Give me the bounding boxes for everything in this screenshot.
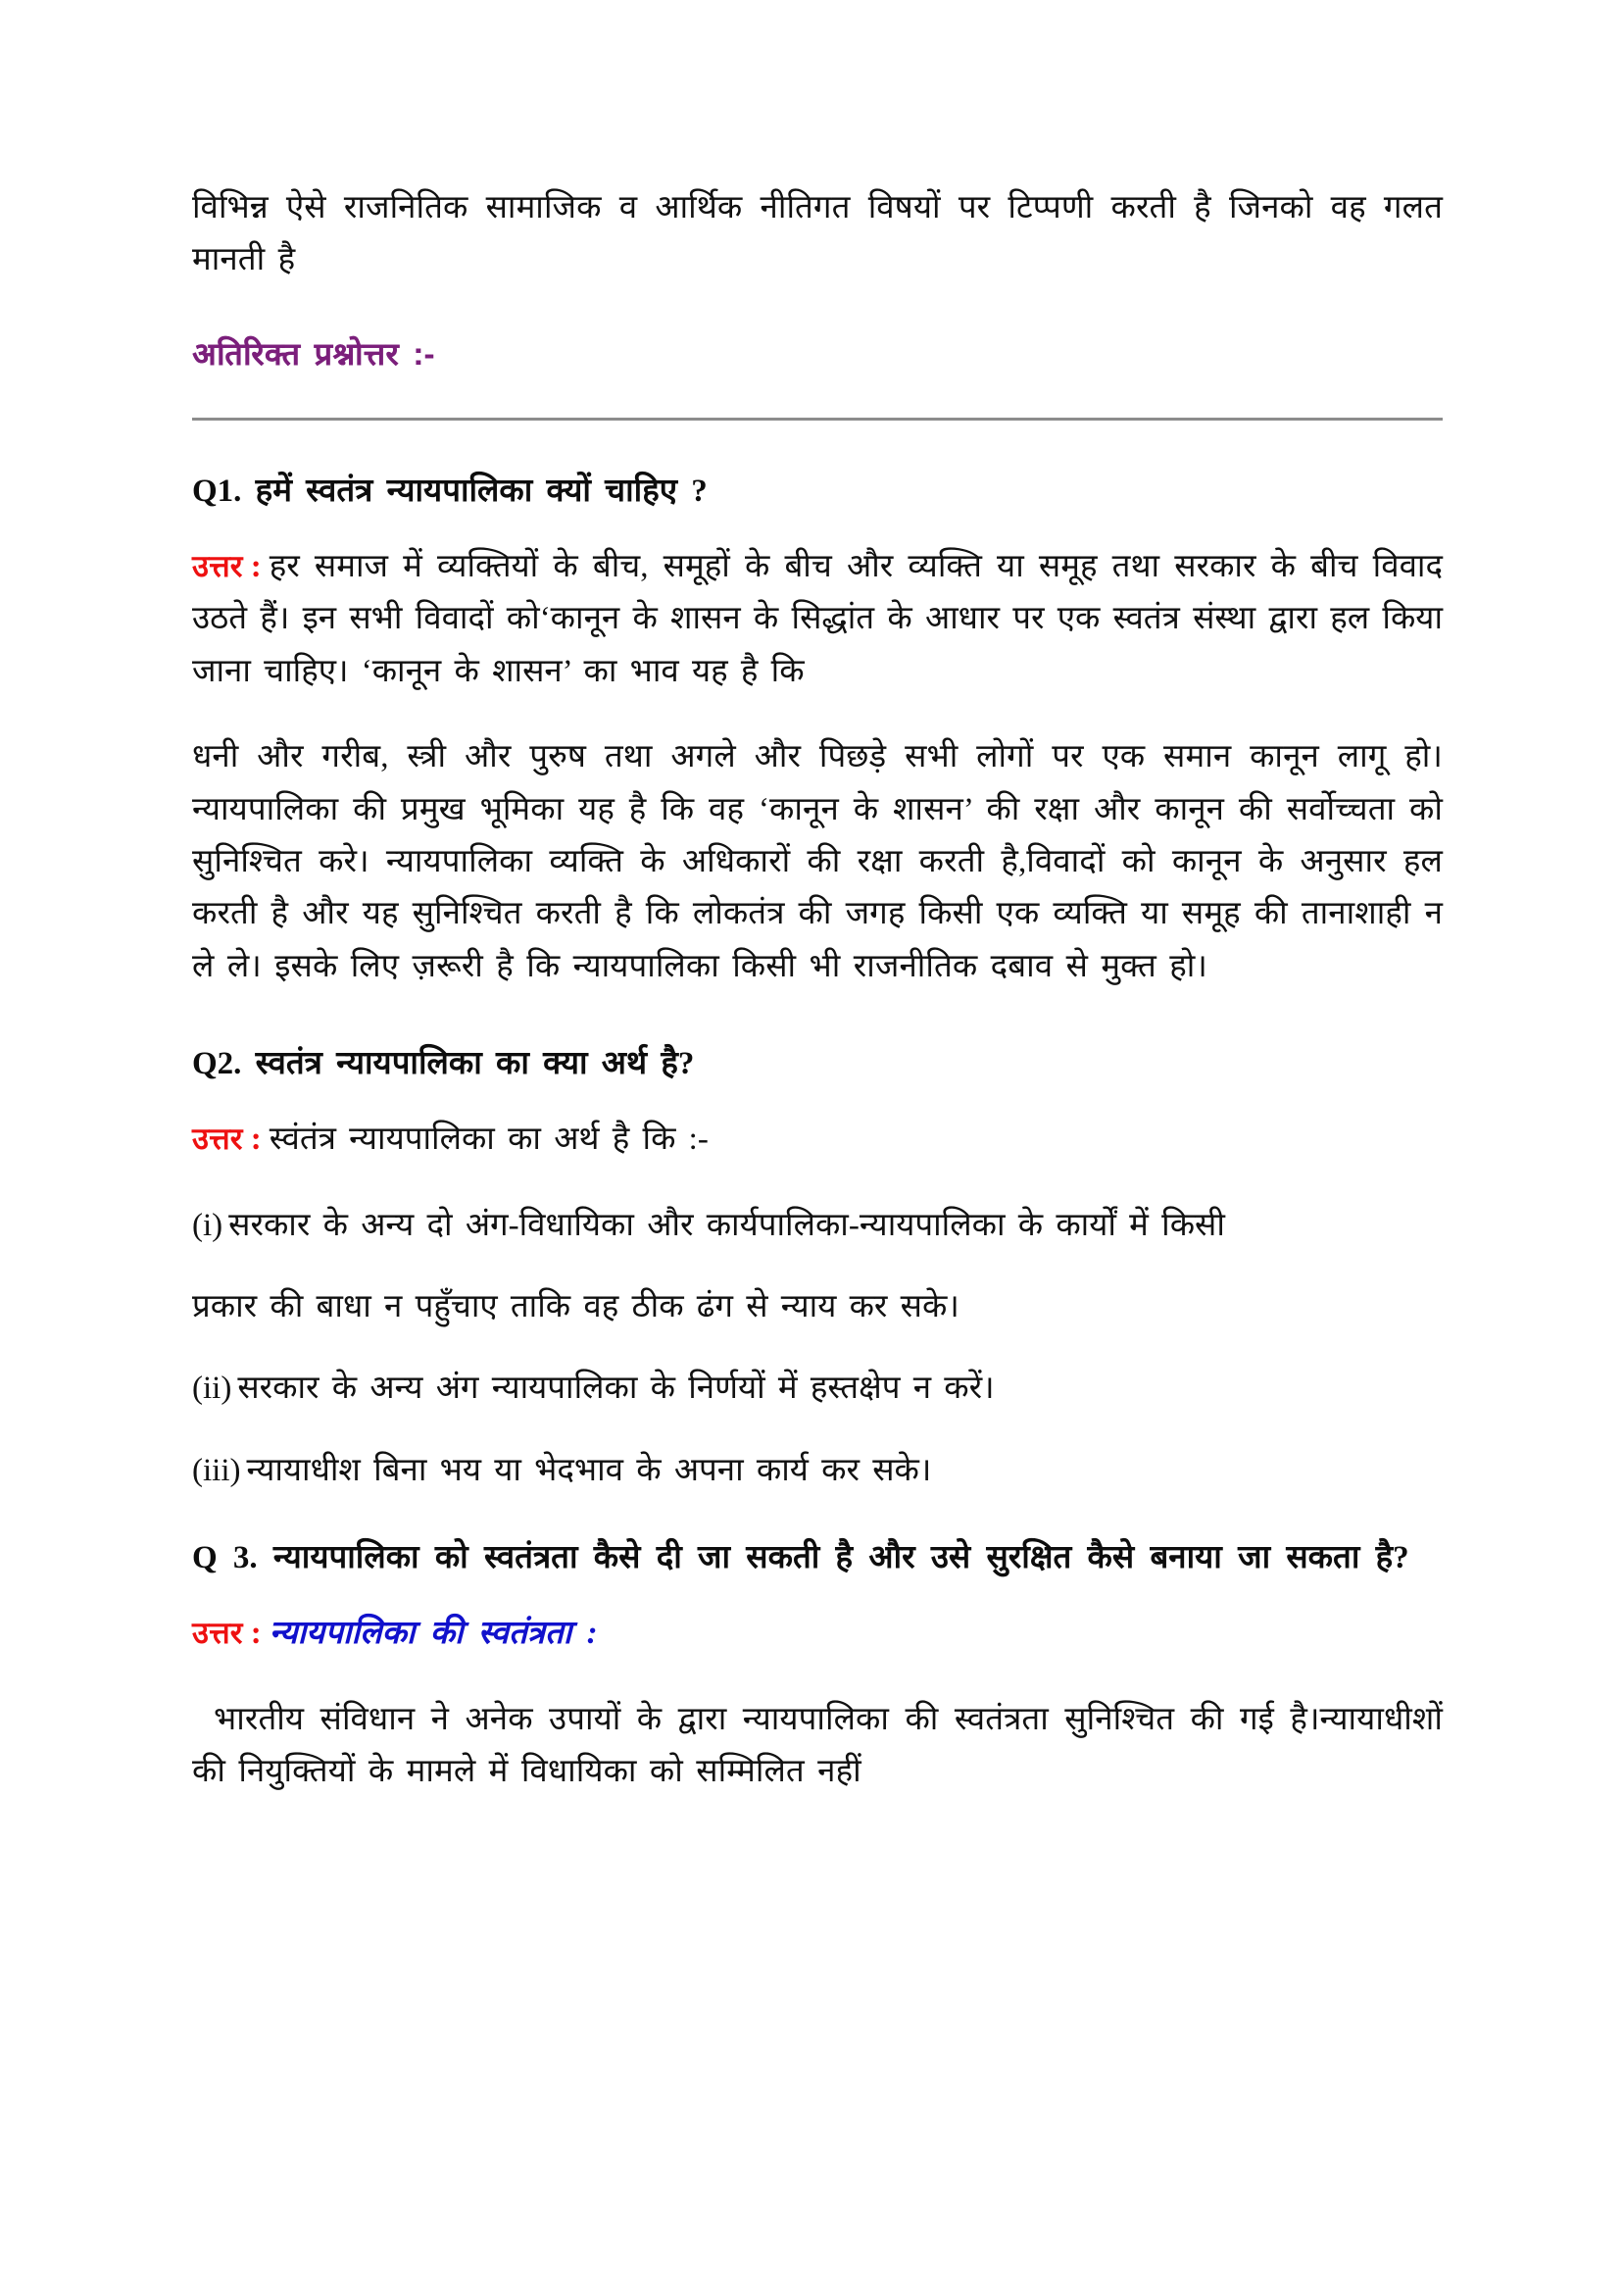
list-text: न्यायाधीश बिना भय या भेदभाव के अपना कार्य कर सके। — [246, 1452, 932, 1488]
question-heading-1: Q1. हमें स्वतंत्र न्यायपालिका क्यों चाहिए ? — [192, 473, 708, 509]
section-heading-additional-qa: अतिरिक्त प्रश्नोत्तर :- — [192, 335, 435, 372]
page-content — [192, 182, 1443, 1832]
question-heading-2: Q2. स्वतंत्र न्यायपालिका का क्या अर्थ है? — [192, 1046, 695, 1082]
list-marker: (iii) — [192, 1452, 241, 1488]
answer-label: उत्तर — [192, 548, 243, 583]
answer-colon: : — [250, 548, 262, 584]
answer-subheading: न्यायपालिका की स्वतंत्रता : — [269, 1616, 598, 1652]
list-marker: (ii) — [192, 1371, 232, 1407]
list-text: सरकार के अन्य अंग न्यायपालिका के निर्णयों में हस्तक्षेप न करें। — [237, 1371, 995, 1407]
answer-block-3-subheading — [192, 1608, 1443, 1660]
answer-block-1-para-1 — [192, 541, 1443, 698]
list-item — [192, 1281, 1443, 1333]
intro-paragraph: विभिन्न ऐसे राजनितिक सामाजिक व आर्थिक नीतिगत विषयों पर टिप्पणी करती है जिनको वह गलत मानती है — [192, 190, 1443, 278]
answer-label: उत्तर — [192, 1122, 243, 1157]
question-heading-3: Q 3. न्यायपालिका को स्वतंत्रता कैसे दी जा सकती है और उसे सुरक्षित कैसे बनाया जा सकता है? — [192, 1540, 1409, 1576]
answer-label: उत्तर — [192, 1616, 243, 1651]
list-text: प्रकार की बाधा न पहुँचाए ताकि वह ठीक ढंग से न्याय कर सके। — [192, 1289, 959, 1325]
list-marker: (i) — [192, 1207, 223, 1243]
answer-text: हर समाज में व्यक्तियों के बीच, समूहों के बीच और व्यक्ति या समूह तथा सरकार के बीच विवाद उठते हैं। इन सभी विवादों को‘कानून के शासन के सिद्धांत के आधार पर एक स्वतंत्र संस्था द्वारा हल किया जाना चाहिए। ‘कानून के शासन’ का भाव यह है कि — [192, 548, 1443, 689]
answer-colon: : — [250, 1616, 262, 1652]
answer-colon: : — [250, 1122, 262, 1158]
answer-text: स्वंतंत्र न्यायपालिका का अर्थ है कि :- — [269, 1122, 709, 1158]
list-item — [192, 1200, 1443, 1252]
answer-block-1-para-2: धनी और गरीब, स्त्री और पुरुष तथा अगले और पिछड़े सभी लोगों पर एक समान कानून लागू हो। न्यायपालिका की प्रमुख भूमिका यह है कि वह ‘कानून के शासन’ की रक्षा और कानून की सर्वोच्चता को सुनिश्चित करे। न्यायपालिका व्यक्ति के अधिकारों की रक्षा करती है,विवादों को कानून के अनुसार हल करती है और यह सुनिश्चित करती है कि लोकतंत्र की जगह किसी एक व्यक्ति या समूह की तानाशाही न ले ले। इसके लिए ज़रूरी है कि न्यायपालिका किसी भी राजनीतिक दबाव से मुक्त हो। — [192, 739, 1443, 984]
list-item — [192, 1445, 1443, 1497]
answer-block-2-lead — [192, 1114, 1443, 1166]
answer-block-3-para-1: भारतीय संविधान ने अनेक उपायों के द्वारा न्यायपालिका की स्वतंत्रता सुनिश्चित की गई है।न्यायाधीशों की नियुक्तियों के मामले में विधायिका को सम्मिलित नहीं — [192, 1701, 1443, 1790]
list-text: सरकार के अन्य दो अंग-विधायिका और कार्यपालिका-न्यायपालिका के कार्यों में किसी — [228, 1207, 1225, 1243]
list-item — [192, 1363, 1443, 1415]
section-divider — [192, 418, 1443, 421]
